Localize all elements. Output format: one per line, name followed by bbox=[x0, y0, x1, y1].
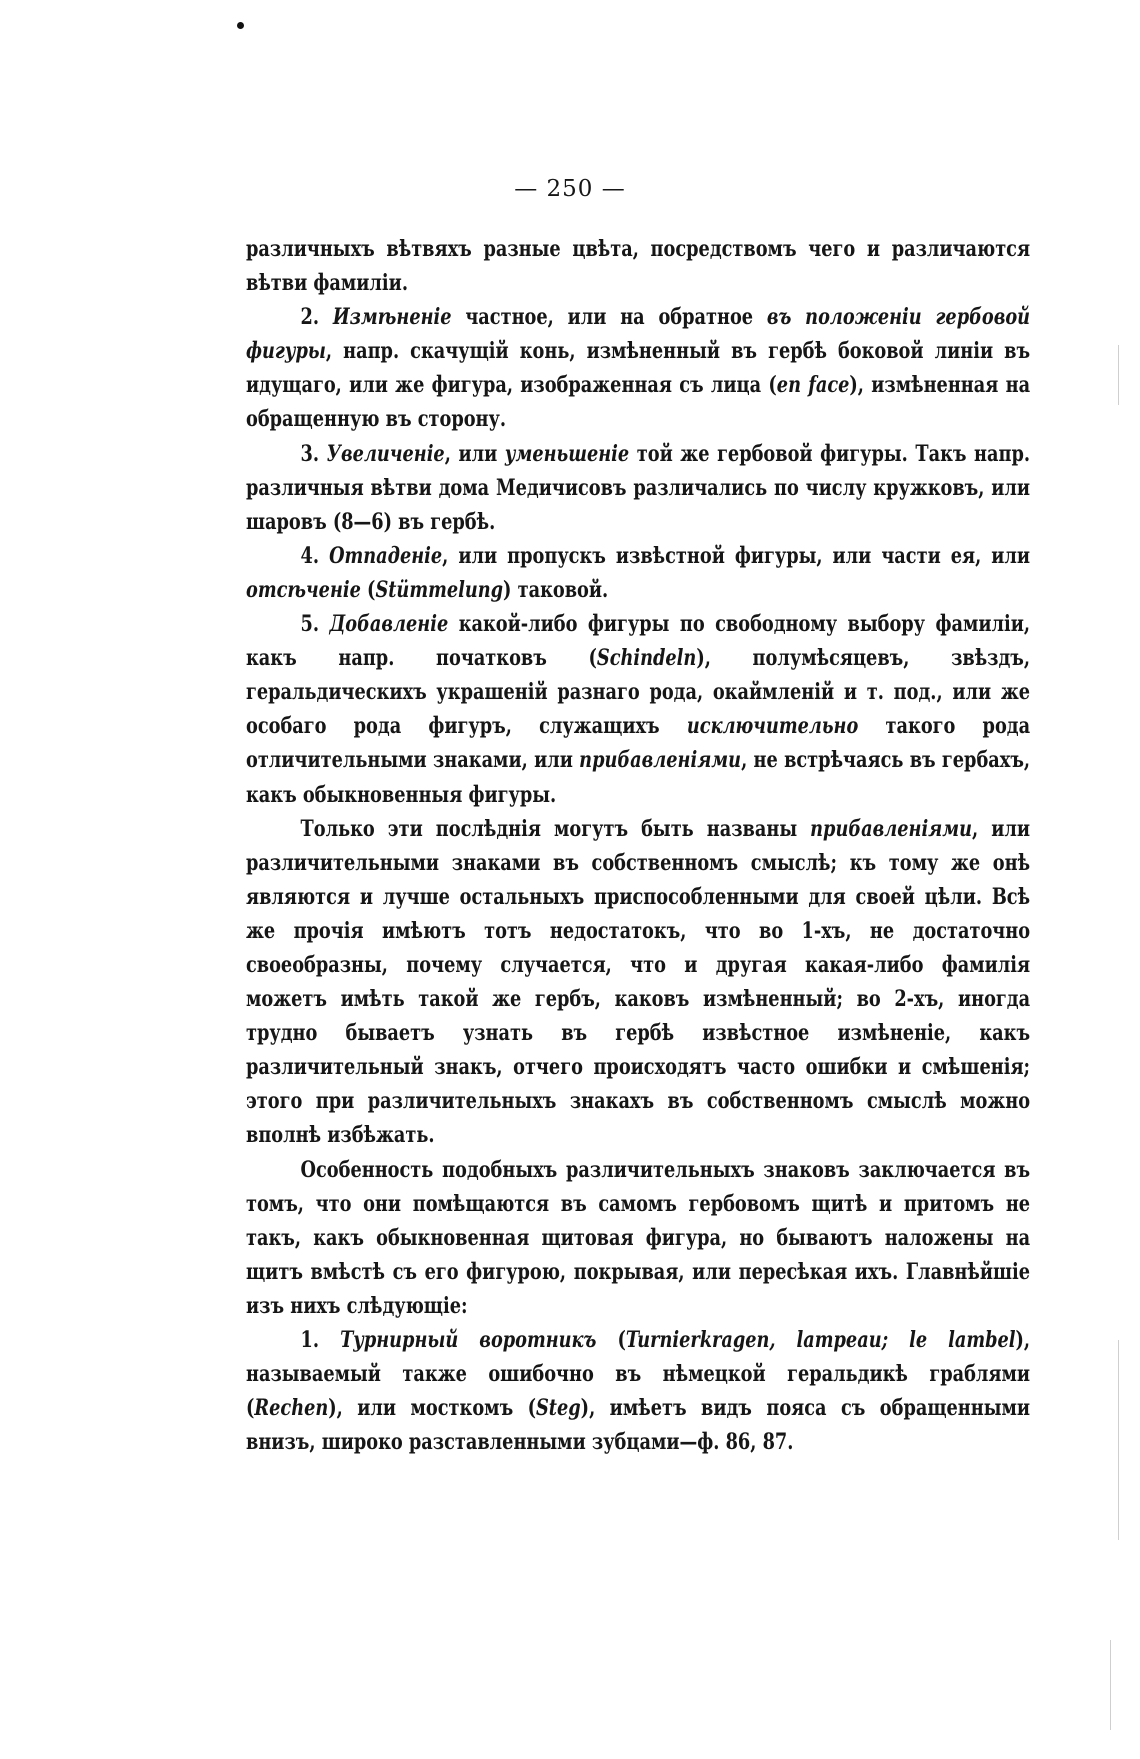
text-run: 4. bbox=[300, 542, 330, 569]
paragraph bbox=[246, 1153, 1030, 1323]
emphasis-text: Stümmelung bbox=[375, 576, 504, 603]
scan-edge-mark bbox=[1118, 345, 1119, 405]
emphasis-text: уменьшеніе bbox=[504, 440, 630, 467]
text-run: Только эти послѣднія могутъ быть названы bbox=[300, 815, 811, 842]
scan-edge-mark bbox=[1118, 1340, 1119, 1540]
scan-edge-mark bbox=[1110, 1640, 1111, 1730]
emphasis-text: Schindeln bbox=[596, 645, 697, 672]
text-run: , или bbox=[444, 440, 505, 467]
emphasis-text: отсѣченіе bbox=[246, 576, 361, 603]
text-run: 1. bbox=[300, 1327, 341, 1353]
emphasis-text: Отпаденіе bbox=[329, 542, 443, 569]
text-run: ) таковой. bbox=[503, 576, 609, 603]
emphasis-text: Steg bbox=[536, 1395, 581, 1422]
body-text bbox=[246, 232, 1030, 1459]
text-run: ), измѣненная на обращенную въ сторону. bbox=[246, 372, 1031, 433]
emphasis-text: Rechen bbox=[254, 1395, 329, 1422]
text-run: ( bbox=[360, 576, 376, 603]
page-number: — 250 — bbox=[514, 176, 626, 202]
paragraph bbox=[246, 232, 1030, 300]
text-run: ), называемый также ошибочно въ нѣмецкой геральдикѣ граблями ( bbox=[246, 1327, 1031, 1422]
emphasis-text: прибавленіями bbox=[810, 815, 973, 842]
emphasis-text: Увеличеніе bbox=[326, 440, 445, 467]
paragraph bbox=[246, 300, 1030, 436]
emphasis-text: en face bbox=[776, 372, 850, 399]
paragraph bbox=[246, 1323, 1030, 1459]
emphasis-text: Турнирный воротникъ bbox=[340, 1327, 597, 1353]
emphasis-text: исключительно bbox=[686, 713, 859, 740]
emphasis-text: Измѣненіе bbox=[332, 304, 452, 331]
text-run: ( bbox=[596, 1327, 626, 1353]
text-run: 3. bbox=[300, 440, 327, 467]
text-run: ), имѣетъ видъ пояса съ обращенными внизъ, широко разставленными зубцами—ф. 86, 87. bbox=[246, 1395, 1031, 1456]
text-run: такого рода отличительными знаками, или bbox=[246, 713, 1031, 774]
paragraph bbox=[246, 437, 1030, 539]
text-run: той же гербовой фигуры. Такъ напр. различныя вѣтви дома Медичисовъ различались по числу кружковъ, или шаровъ (8—6) въ гербѣ. bbox=[246, 440, 1031, 535]
emphasis-text: Turnierkragen, lampeau; le lambel bbox=[625, 1327, 1016, 1353]
text-run: какой-либо фигуры по свободному выбору фамиліи, какъ напр. початковъ ( bbox=[246, 611, 1031, 672]
text-run: Особенность подобныхъ различительныхъ знаковъ заключается въ томъ, что они помѣщаются въ самомъ гербовомъ щитѣ и притомъ не такъ, какъ обыкновенная щитовая фигура, но бываютъ наложены на щитъ вмѣстѣ съ его фигурою, покрывая, или пересѣкая ихъ. Главнѣйшіе изъ нихъ слѣдующіе: bbox=[246, 1156, 1031, 1319]
text-run: , или различительными знаками въ собственномъ смыслѣ; къ тому же онѣ являются и лучше остальныхъ приспособленными для своей цѣли. Всѣ же прочія имѣютъ тотъ недостатокъ, что во 1-хъ, не достаточно своеобразны, почему случается, что и другая какая-либо фамилія можетъ имѣть такой же гербъ, каковъ измѣненный; во 2-хъ, иногда трудно бываетъ узнать въ гербѣ извѣстное измѣненіе, какъ различительный знакъ, отчего происходятъ часто ошибки и смѣшенія; этого при различительныхъ знакахъ въ собственномъ смыслѣ можно вполнѣ избѣжать. bbox=[246, 815, 1031, 1149]
text-run: ), полумѣсяцевъ, звѣздъ, геральдическихъ украшеній разнаго рода, окаймленій и т. под., или же особаго рода фигуръ, служащихъ bbox=[246, 645, 1031, 740]
ink-dot bbox=[237, 22, 244, 29]
text-run: ), или мосткомъ ( bbox=[328, 1395, 537, 1422]
text-run: , не встрѣчаясь въ гербахъ, какъ обыкновенныя фигуры. bbox=[246, 747, 1031, 808]
text-run: , напр. скачущій конь, измѣненный въ гербѣ боковой линіи въ идущаго, или же фигура, изображенная съ лица ( bbox=[246, 338, 1031, 399]
paragraph bbox=[246, 607, 1030, 812]
text-run: 2. bbox=[300, 304, 333, 331]
text-run: 5. bbox=[300, 611, 330, 638]
text-run: различныхъ вѣтвяхъ разные цвѣта, посредствомъ чего и различаются вѣтви фамиліи. bbox=[246, 236, 1031, 297]
paragraph bbox=[246, 812, 1030, 1153]
text-run: частное, или на обратное bbox=[451, 304, 767, 331]
text-run: , или пропускъ извѣстной фигуры, или части ея, или bbox=[442, 542, 1031, 569]
paragraph bbox=[246, 539, 1030, 607]
emphasis-text: прибавленіями bbox=[579, 747, 742, 774]
emphasis-text: Добавленіе bbox=[329, 611, 449, 638]
emphasis-text: въ положеніи гербовой фигуры bbox=[246, 304, 1031, 365]
